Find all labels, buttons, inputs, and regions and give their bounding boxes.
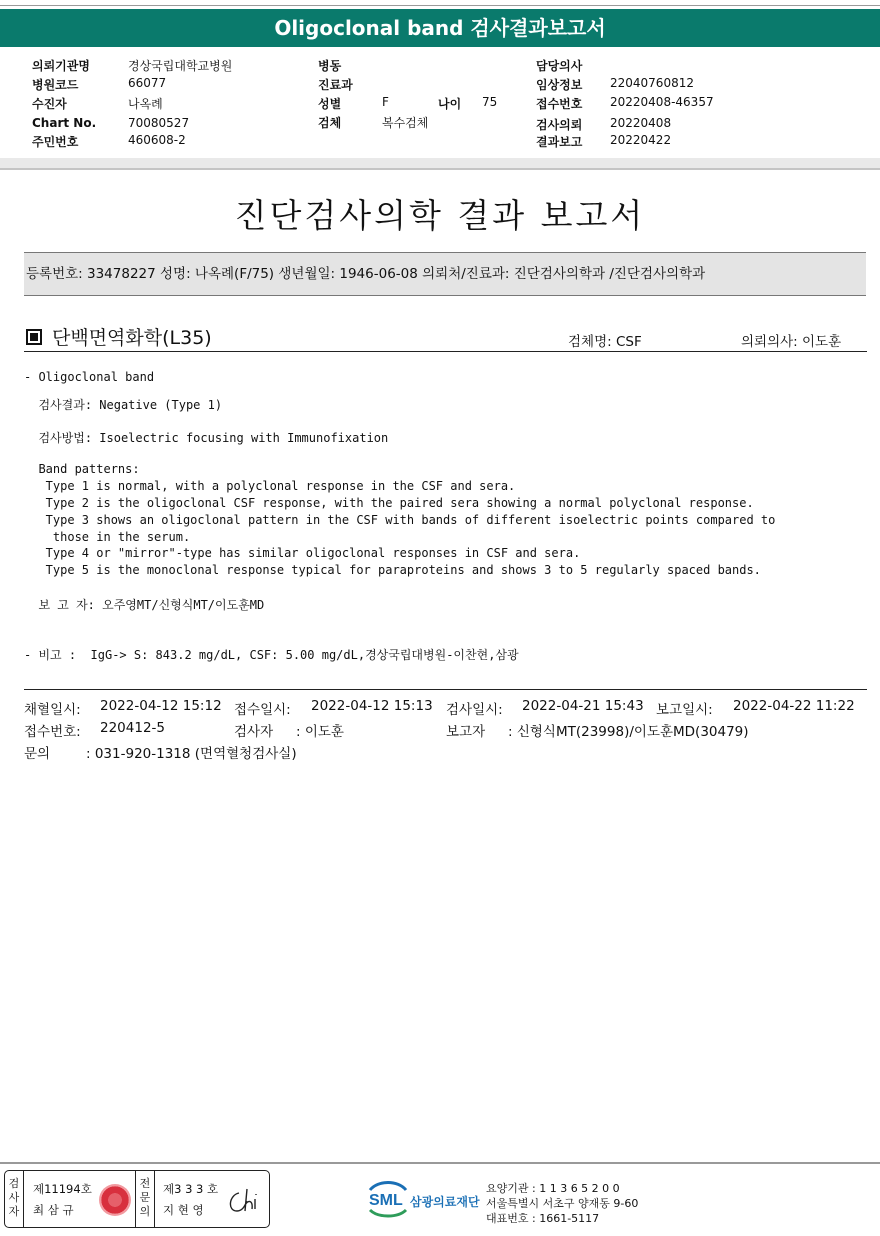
sex-value: F xyxy=(382,95,389,109)
section-title-text: 단백면역화학(L35) xyxy=(52,327,212,349)
inquiry-label: 문의 xyxy=(24,746,51,762)
report-time-value: 2022-04-22 11:22 xyxy=(733,698,855,714)
chart-no-value: 70080527 xyxy=(128,116,190,130)
specimen-label: 검체 xyxy=(318,116,342,130)
band-pattern-line: Type 3 shows an oligoclonal pattern in the CSF with bands of different isoelectric points compared to xyxy=(24,513,776,527)
filled-square-icon xyxy=(26,329,42,345)
dept-label: 진료과 xyxy=(318,78,353,92)
official-seal-icon xyxy=(99,1184,131,1216)
sml-logo-icon xyxy=(366,1178,410,1218)
collection-time-value: 2022-04-12 15:12 xyxy=(100,698,222,714)
band-pattern-line: Type 1 is normal, with a polyclonal response in the CSF and sera. xyxy=(24,479,516,493)
specialist-license-no: 제3 3 3 호 xyxy=(163,1182,219,1196)
header-separator xyxy=(0,158,880,168)
receipt-no-label: 접수번호 xyxy=(536,97,583,111)
tester-name: 최 삼 규 xyxy=(33,1203,74,1217)
receipt-time-value: 2022-04-12 15:13 xyxy=(311,698,433,714)
tester-vertical-label: 검 사 자 xyxy=(5,1171,24,1227)
signature-box xyxy=(4,1170,270,1228)
resident-no-label: 주민번호 xyxy=(32,135,79,149)
collection-time-label: 채혈일시: xyxy=(24,702,81,718)
top-rule xyxy=(0,5,880,6)
remarks-line: - 비고 : IgG-> S: 843.2 mg/dL, CSF: 5.00 mg/dL,경상국립대병원-이찬현,삼광 xyxy=(24,648,519,662)
tester-license-no: 제11194호 xyxy=(33,1182,92,1196)
band-pattern-line: Type 5 is the monoclonal response typical for paraproteins and shows 3 to 5 regularly spaced bands. xyxy=(24,563,761,577)
report-title-bar: Oligoclonal band 검사결과보고서 xyxy=(0,9,880,47)
specialist-vertical-label: 전 문 의 xyxy=(135,1171,155,1227)
sex-label: 성별 xyxy=(318,97,342,111)
result-line: 검사결과: Negative (Type 1) xyxy=(24,398,223,412)
specimen-name: 검체명: CSF xyxy=(568,334,642,350)
band-pattern-line: those in the serum. xyxy=(24,530,191,544)
footer-rule xyxy=(24,689,867,690)
clinical-info-label: 임상정보 xyxy=(536,78,583,92)
section-rule xyxy=(24,351,867,352)
report-time-label: 보고일시: xyxy=(656,702,713,718)
ward-label: 병동 xyxy=(318,59,342,73)
report-date-value: 20220422 xyxy=(610,133,672,147)
resident-no-value: 460608-2 xyxy=(128,133,186,147)
test-time-label: 검사일시: xyxy=(446,702,503,718)
org-address: 서울특별시 서초구 양재동 9-60 xyxy=(486,1197,639,1210)
band-pattern-line: Type 4 or "mirror"-type has similar oligoclonal responses in CSF and sera. xyxy=(24,546,581,560)
org-phone: 대표번호 : 1661-5117 xyxy=(486,1212,600,1225)
doctor-label: 담당의사 xyxy=(536,59,583,73)
org-value: 경상국립대학교병원 xyxy=(128,59,233,73)
ordering-doctor: 의뢰의사: 이도훈 xyxy=(741,334,842,350)
patient-value: 나옥례 xyxy=(128,97,163,111)
method-line: 검사방법: Isoelectric focusing with Immunofixation xyxy=(24,431,389,445)
handwritten-signature-icon xyxy=(225,1185,265,1217)
registration-bar xyxy=(24,252,866,296)
band-pattern-line: Type 2 is the oligoclonal CSF response, with the paired sera showing a normal polyclonal response. xyxy=(24,496,754,510)
section-title xyxy=(26,323,212,350)
reporter-label: 보고자 xyxy=(446,724,486,740)
band-patterns-heading: Band patterns: xyxy=(24,462,140,476)
report-date-label: 결과보고 xyxy=(536,135,583,149)
document-title: 진단검사의학 결과 보고서 xyxy=(234,196,646,235)
age-label: 나이 xyxy=(438,97,462,111)
specialist-name: 지 현 영 xyxy=(163,1203,204,1217)
org-code: 요양기관 : 1 1 3 6 5 2 0 0 xyxy=(486,1182,620,1195)
chart-no-label: Chart No. xyxy=(32,116,97,130)
tester-value: : 이도훈 xyxy=(296,724,344,740)
org-label: 의뢰기관명 xyxy=(32,59,90,73)
test-time-value: 2022-04-21 15:43 xyxy=(522,698,644,714)
svg-text:SML: SML xyxy=(369,1192,403,1209)
hospital-code-value: 66077 xyxy=(128,76,167,90)
receipt-time-label: 접수일시: xyxy=(234,702,291,718)
inquiry-value: : 031-920-1318 (면역혈청검사실) xyxy=(86,746,297,762)
request-date-label: 검사의뢰 xyxy=(536,118,583,132)
patient-label: 수진자 xyxy=(32,97,67,111)
tester-label: 검사자 xyxy=(234,724,274,740)
test-name-line: - Oligoclonal band xyxy=(24,370,155,384)
header-separator-line xyxy=(0,168,880,170)
page-bottom-rule xyxy=(0,1162,880,1164)
reporter-line: 보 고 자: 오주영MT/신형식MT/이도훈MD xyxy=(24,598,265,612)
registration-text: 등록번호: 33478227 성명: 나옥례(F/75) 생년월일: 1946-06-08 의뢰처/진료과: 진단검사의학과 /진단검사의학과 xyxy=(26,266,706,282)
hospital-code-label: 병원코드 xyxy=(32,78,79,92)
reporter-value: : 신형식MT(23998)/이도훈MD(30479) xyxy=(508,724,749,740)
receipt-number-label: 접수번호: xyxy=(24,724,81,740)
receipt-number-value: 220412-5 xyxy=(100,720,165,736)
age-value: 75 xyxy=(482,95,498,109)
org-name: 삼광의료재단 xyxy=(410,1195,480,1209)
clinical-info-value: 22040760812 xyxy=(610,76,694,90)
request-date-value: 20220408 xyxy=(610,116,672,130)
receipt-no-value: 20220408-46357 xyxy=(610,95,714,109)
specimen-value: 복수검체 xyxy=(382,116,429,130)
